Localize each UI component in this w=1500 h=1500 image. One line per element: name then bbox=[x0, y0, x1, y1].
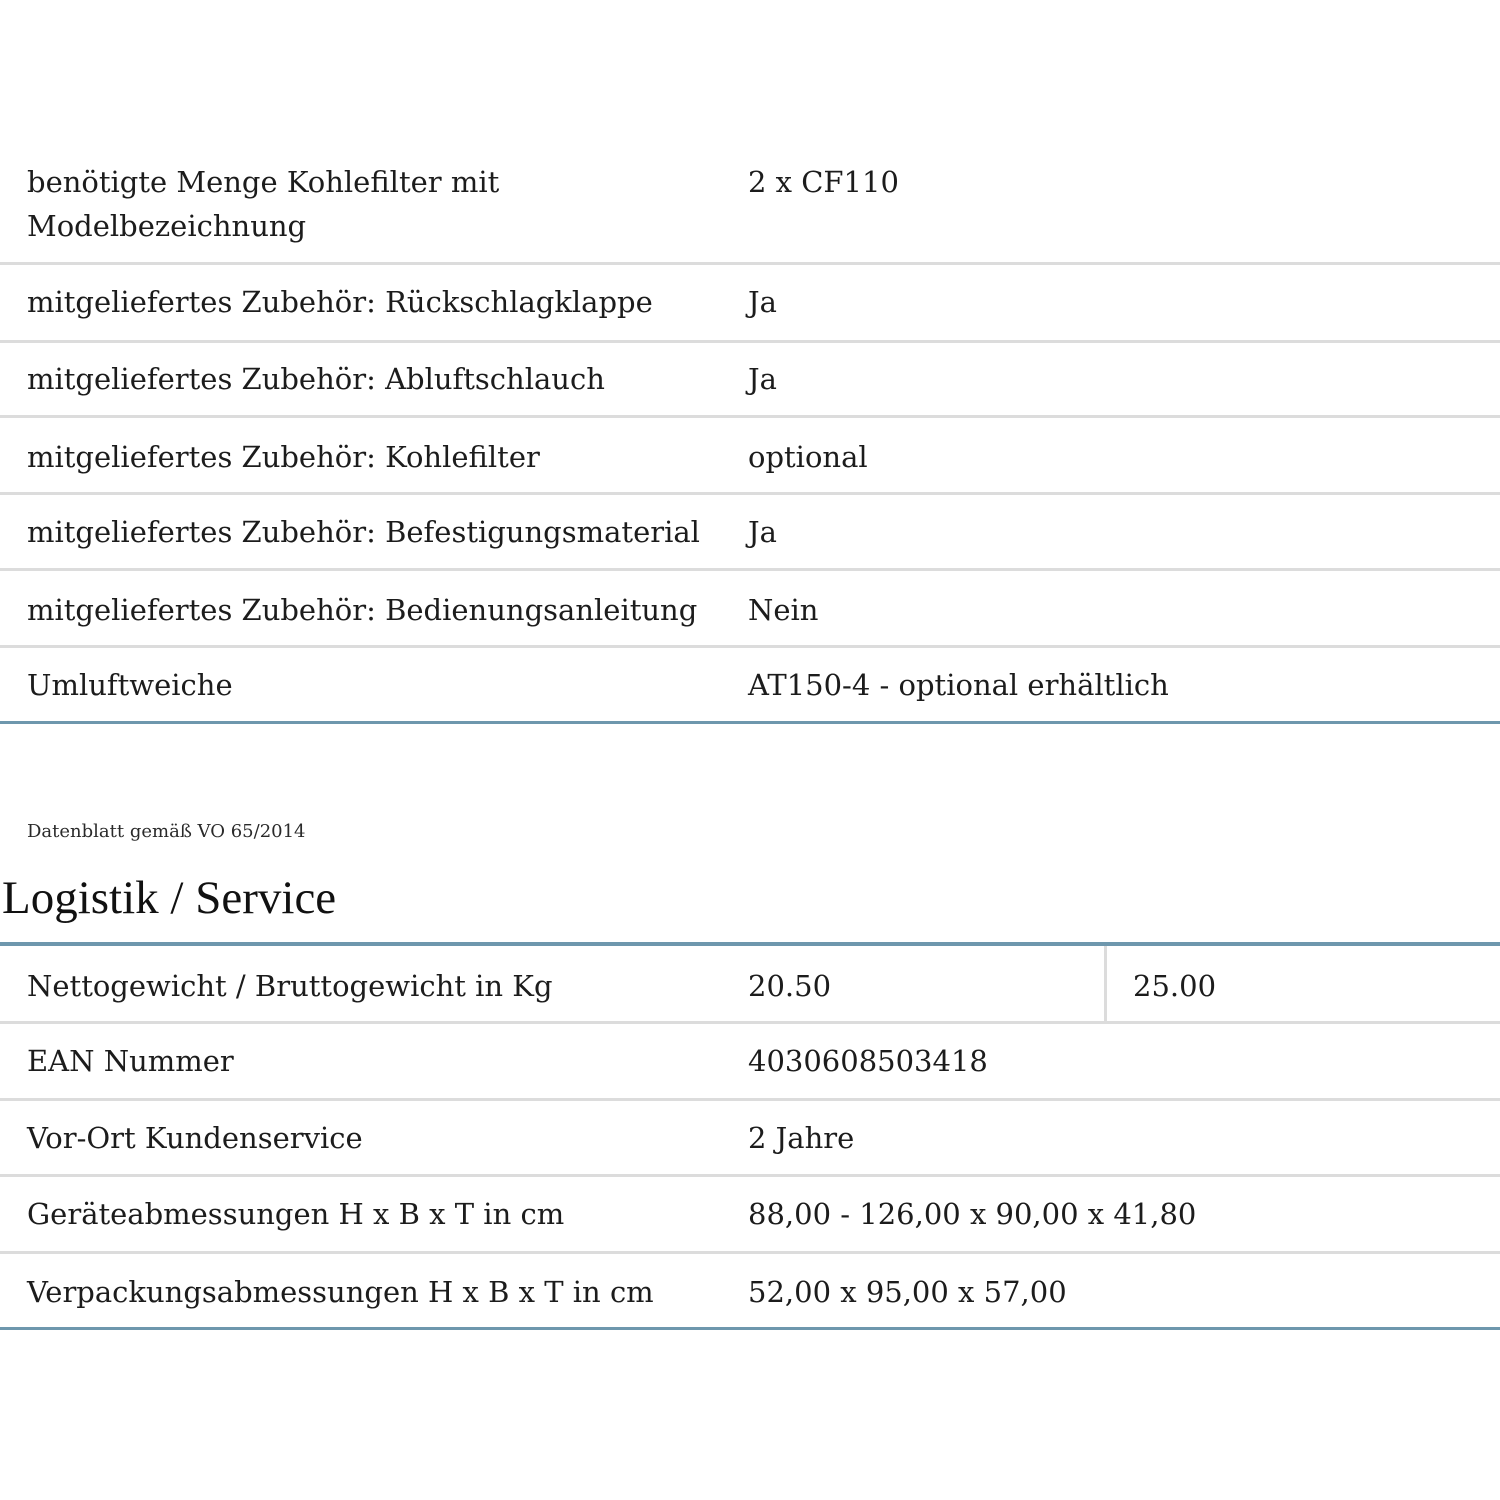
row-label: benötigte Menge Kohlefilter mit Modelbezeichnung bbox=[27, 165, 500, 243]
net-weight-value: 20.50 bbox=[748, 969, 832, 1003]
row-value: Ja bbox=[748, 362, 777, 396]
row-value: Nein bbox=[748, 593, 819, 627]
row-divider bbox=[0, 645, 1500, 648]
table-bottom-border bbox=[0, 721, 1500, 724]
datasheet-footnote: Datenblatt gemäß VO 65/2014 bbox=[27, 821, 306, 842]
row-label: mitgeliefertes Zubehör: Abluftschlauch bbox=[27, 362, 605, 396]
row-divider bbox=[0, 492, 1500, 495]
row-value: Ja bbox=[748, 515, 777, 549]
table-top-border bbox=[0, 942, 1500, 946]
row-divider bbox=[0, 415, 1500, 418]
column-divider bbox=[1104, 946, 1107, 1022]
row-divider bbox=[0, 568, 1500, 571]
row-label: Verpackungsabmessungen H x B x T in cm bbox=[27, 1275, 654, 1309]
row-label: Geräteabmessungen H x B x T in cm bbox=[27, 1197, 565, 1231]
row-value: 2 Jahre bbox=[748, 1121, 855, 1155]
row-label: mitgeliefertes Zubehör: Kohlefilter bbox=[27, 440, 540, 474]
row-value: 52,00 x 95,00 x 57,00 bbox=[748, 1275, 1067, 1309]
row-label: EAN Nummer bbox=[27, 1044, 234, 1078]
row-divider bbox=[0, 1021, 1500, 1024]
row-divider bbox=[0, 262, 1500, 265]
row-value: 88,00 - 126,00 x 90,00 x 41,80 bbox=[748, 1197, 1197, 1231]
row-label: mitgeliefertes Zubehör: Rückschlagklappe bbox=[27, 285, 653, 319]
row-label: Vor-Ort Kundenservice bbox=[27, 1121, 363, 1155]
row-divider bbox=[0, 340, 1500, 343]
row-divider bbox=[0, 1098, 1500, 1101]
gross-weight-value: 25.00 bbox=[1133, 969, 1217, 1003]
row-label: mitgeliefertes Zubehör: Befestigungsmaterial bbox=[27, 515, 700, 549]
row-label: Umluftweiche bbox=[27, 668, 233, 702]
section-title: Logistik / Service bbox=[2, 872, 337, 924]
row-value: AT150-4 - optional erhältlich bbox=[748, 668, 1169, 702]
row-label: mitgeliefertes Zubehör: Bedienungsanleitung bbox=[27, 593, 698, 627]
row-label: Nettogewicht / Bruttogewicht in Kg bbox=[27, 969, 553, 1003]
table-bottom-border bbox=[0, 1327, 1500, 1330]
row-value: optional bbox=[748, 440, 868, 474]
row-value: 2 x CF110 bbox=[748, 165, 899, 199]
row-divider bbox=[0, 1174, 1500, 1177]
row-value: Ja bbox=[748, 285, 777, 319]
row-divider bbox=[0, 1251, 1500, 1254]
row-value: 4030608503418 bbox=[748, 1044, 988, 1078]
